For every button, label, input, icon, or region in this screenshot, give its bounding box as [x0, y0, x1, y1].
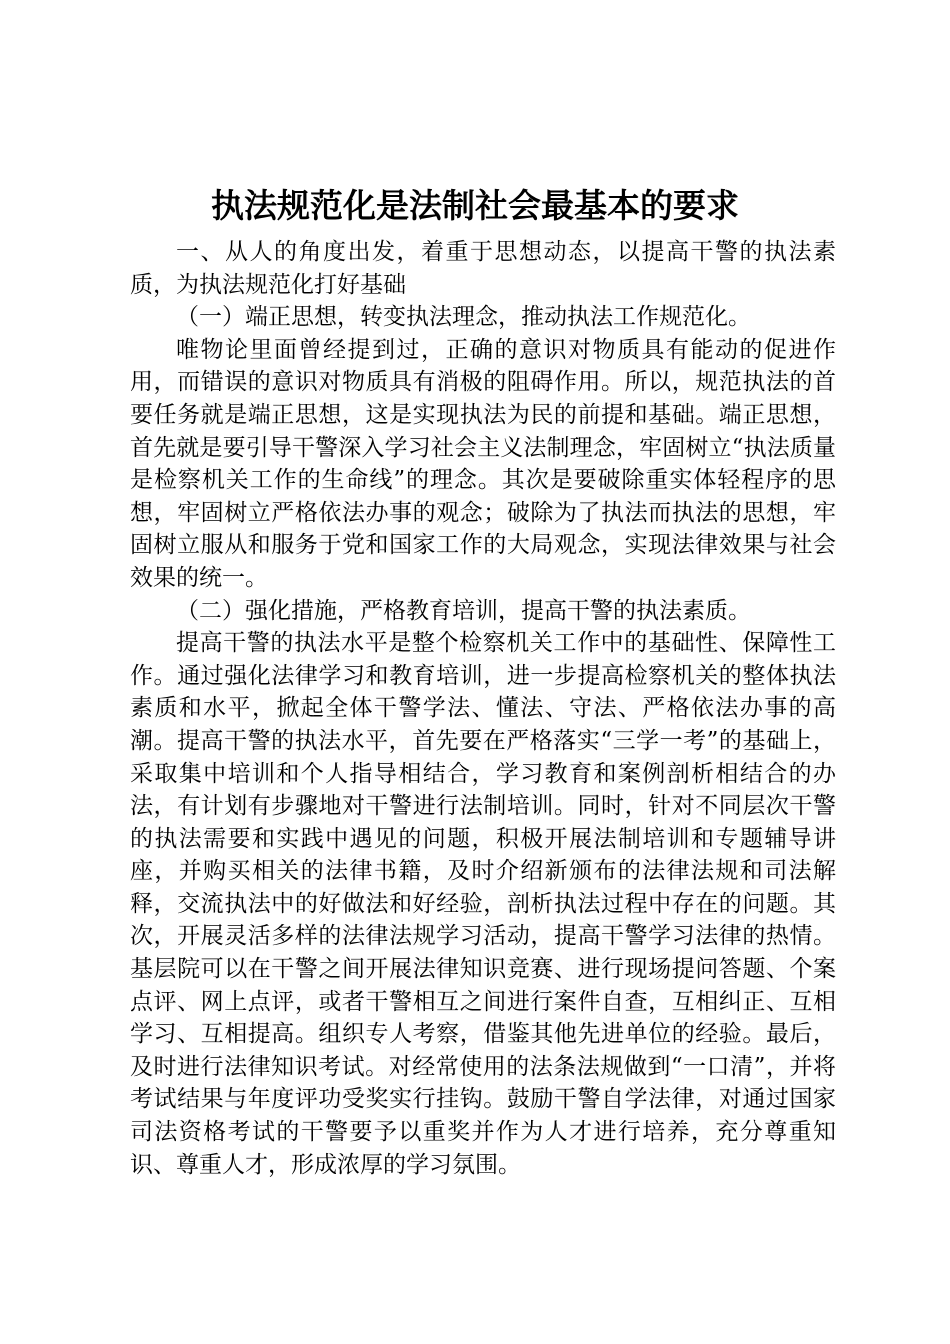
subsection-heading-1: （一）端正思想，转变执法理念，推动执法工作规范化。	[176, 304, 751, 331]
document-title: 执法规范化是法制社会最基本的要求	[211, 186, 739, 225]
section-heading-1: 一、从人的角度出发，着重于思想动态，以提高干警的执法素质，为执法规范化打好基础	[130, 239, 836, 298]
document-body	[130, 236, 836, 1181]
body-paragraph-1: 唯物论里面曾经提到过，正确的意识对物质具有能动的促进作用，而错误的意识对物质具有消极的阻碍作用。所以，规范执法的首要任务就是端正思想，这是实现执法为民的前提和基础。端正思想，首先就是要引导干警深入学习社会主义法制理念，牢固树立“执法质量是检察机关工作的生命线”的理念。其次是要破除重实体轻程序的思想，牢固树立严格依法办事的观念；破除为了执法而执法的思想，牢固树立服从和服务于党和国家工作的大局观念，实现法律效果与社会效果的统一。	[130, 336, 836, 591]
subsection-heading-2: （二）强化措施，严格教育培训，提高干警的执法素质。	[176, 597, 751, 624]
body-paragraph-2: 提高干警的执法水平是整个检察机关工作中的基础性、保障性工作。通过强化法律学习和教育培训，进一步提高检察机关的整体执法素质和水平，掀起全体干警学法、懂法、守法、严格依法办事的高潮。提高干警的执法水平，首先要在严格落实“三学一考”的基础上，采取集中培训和个人指导相结合，学习教育和案例剖析相结合的办法，有计划有步骤地对干警进行法制培训。同时，针对不同层次干警的执法需要和实践中遇见的问题，积极开展法制培训和专题辅导讲座，并购买相关的法律书籍，及时介绍新颁布的法律法规和司法解释，交流执法中的好做法和好经验，剖析执法过程中存在的问题。其次，开展灵活多样的法律法规学习活动，提高干警学习法律的热情。基层院可以在干警之间开展法律知识竞赛、进行现场提问答题、个案点评、网上点评，或者干警相互之间进行案件自查，互相纠正、互相学习、互相提高。组织专人考察，借鉴其他先进单位的经验。最后，及时进行法律知识考试。对经常使用的法条法规做到“一口清”，并将考试结果与年度评功受奖实行挂钩。鼓励干警自学法律，对通过国家司法资格考试的干警要予以重奖并作为人才进行培养，充分尊重知识、尊重人才，形成浓厚的学习氛围。	[130, 630, 836, 1178]
